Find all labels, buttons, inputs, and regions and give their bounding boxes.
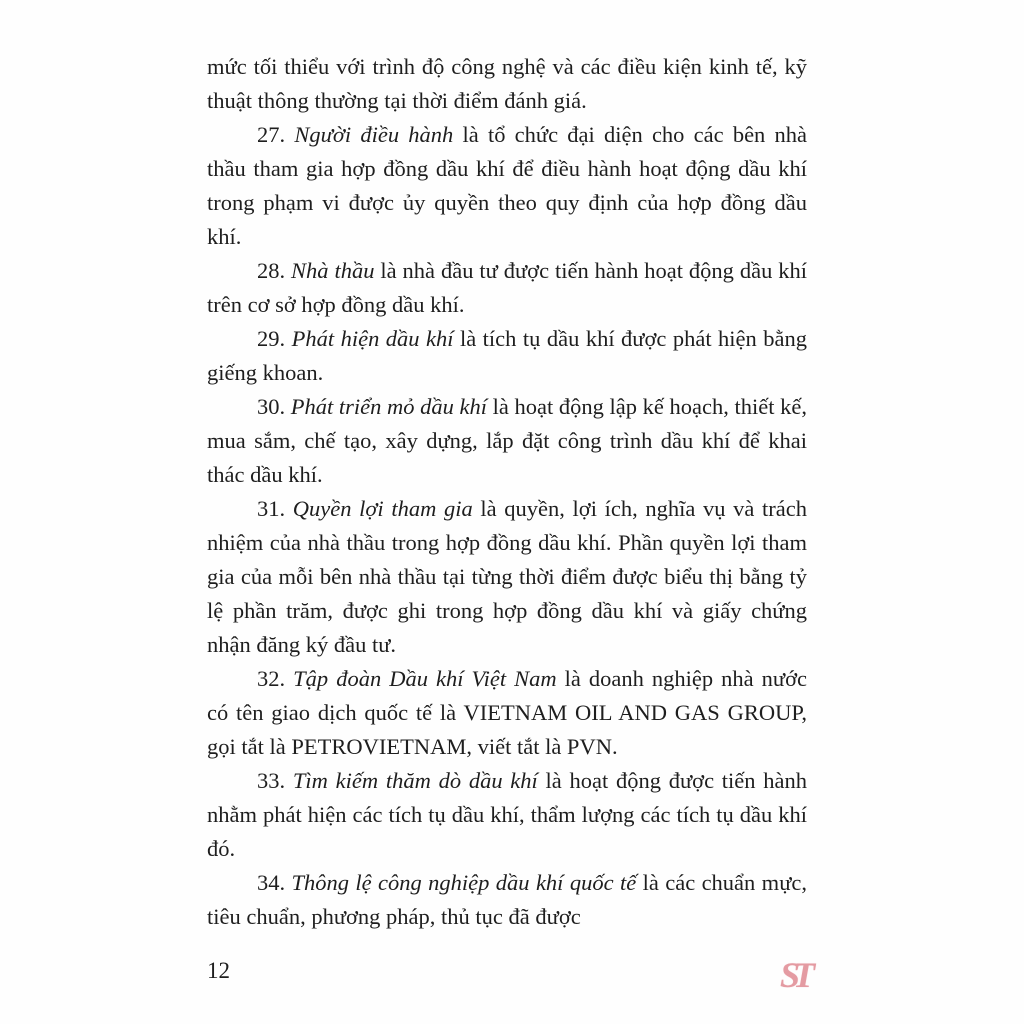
text-segment: 30.: [257, 394, 291, 419]
defined-term: Nhà thầu: [291, 258, 375, 283]
defined-term: Tập đoàn Dầu khí Việt Nam: [293, 666, 557, 691]
paragraph: [207, 118, 807, 254]
text-segment: là tích tụ dầu khí được phát hiện bằng giếng khoan.: [207, 326, 807, 385]
paragraph: [207, 254, 807, 322]
text-segment: là hoạt động được tiến hành nhằm phát hiện các tích tụ dầu khí, thẩm lượng các tích tụ dầu khí đó.: [207, 768, 808, 861]
defined-term: Phát hiện dầu khí: [291, 326, 454, 351]
paragraph: [207, 322, 807, 390]
text-segment: 28.: [257, 258, 292, 283]
paragraph: [207, 390, 807, 492]
defined-term: Tìm kiếm thăm dò dầu khí: [292, 768, 538, 793]
text-segment: 31.: [257, 496, 293, 521]
text-segment: là doanh nghiệp nhà nước có tên giao dịch quốc tế là VIETNAM OIL AND GAS GROUP, gọi tắt là PETROVIETNAM, viết tắt là PVN.: [207, 666, 808, 759]
text-segment: là các chuẩn mực, tiêu chuẩn, phương pháp, thủ tục đã được: [207, 870, 807, 929]
stamp-text: ST: [779, 955, 808, 995]
text-segment: là nhà đầu tư được tiến hành hoạt động dầu khí trên cơ sở hợp đồng dầu khí.: [207, 258, 807, 317]
paragraph: [207, 662, 807, 764]
text-segment: là hoạt động lập kế hoạch, thiết kế, mua sắm, chế tạo, xây dựng, lắp đặt công trình dầu khí để khai thác dầu khí.: [207, 394, 807, 487]
paragraph: [207, 866, 807, 934]
page-number: 12: [207, 958, 230, 983]
text-segment: 29.: [257, 326, 292, 351]
text-segment: 34.: [257, 870, 292, 895]
page-footer: [207, 952, 817, 1002]
defined-term: Người điều hành: [294, 122, 454, 147]
text-segment: là quyền, lợi ích, nghĩa vụ và trách nhiệm của nhà thầu trong hợp đồng dầu khí. Phần quyền lợi tham gia của mỗi bên nhà thầu tại từng thời điểm được biểu thị bằng tỷ lệ phần trăm, được ghi trong hợp đồng dầu khí và giấy chứng nhận đăng ký đầu tư.: [207, 496, 808, 657]
paragraph: [207, 50, 807, 118]
text-segment: 32.: [257, 666, 294, 691]
defined-term: Phát triển mỏ dầu khí: [290, 394, 488, 419]
defined-term: Thông lệ công nghiệp dầu khí quốc tế: [291, 870, 637, 895]
text-segment: là tổ chức đại diện cho các bên nhà thầu tham gia hợp đồng dầu khí để điều hành hoạt động dầu khí trong phạm vi được ủy quyền theo quy định của hợp đồng dầu khí.: [207, 122, 807, 249]
paragraph: [207, 764, 807, 866]
text-segment: mức tối thiểu với trình độ công nghệ và các điều kiện kinh tế, kỹ thuật thông thường tại thời điểm đánh giá.: [207, 54, 807, 113]
paragraph: [207, 492, 807, 662]
defined-term: Quyền lợi tham gia: [292, 496, 473, 521]
body-text: [207, 50, 807, 934]
publisher-stamp-logo: [771, 952, 817, 998]
text-segment: 33.: [257, 768, 293, 793]
text-segment: 27.: [257, 122, 295, 147]
